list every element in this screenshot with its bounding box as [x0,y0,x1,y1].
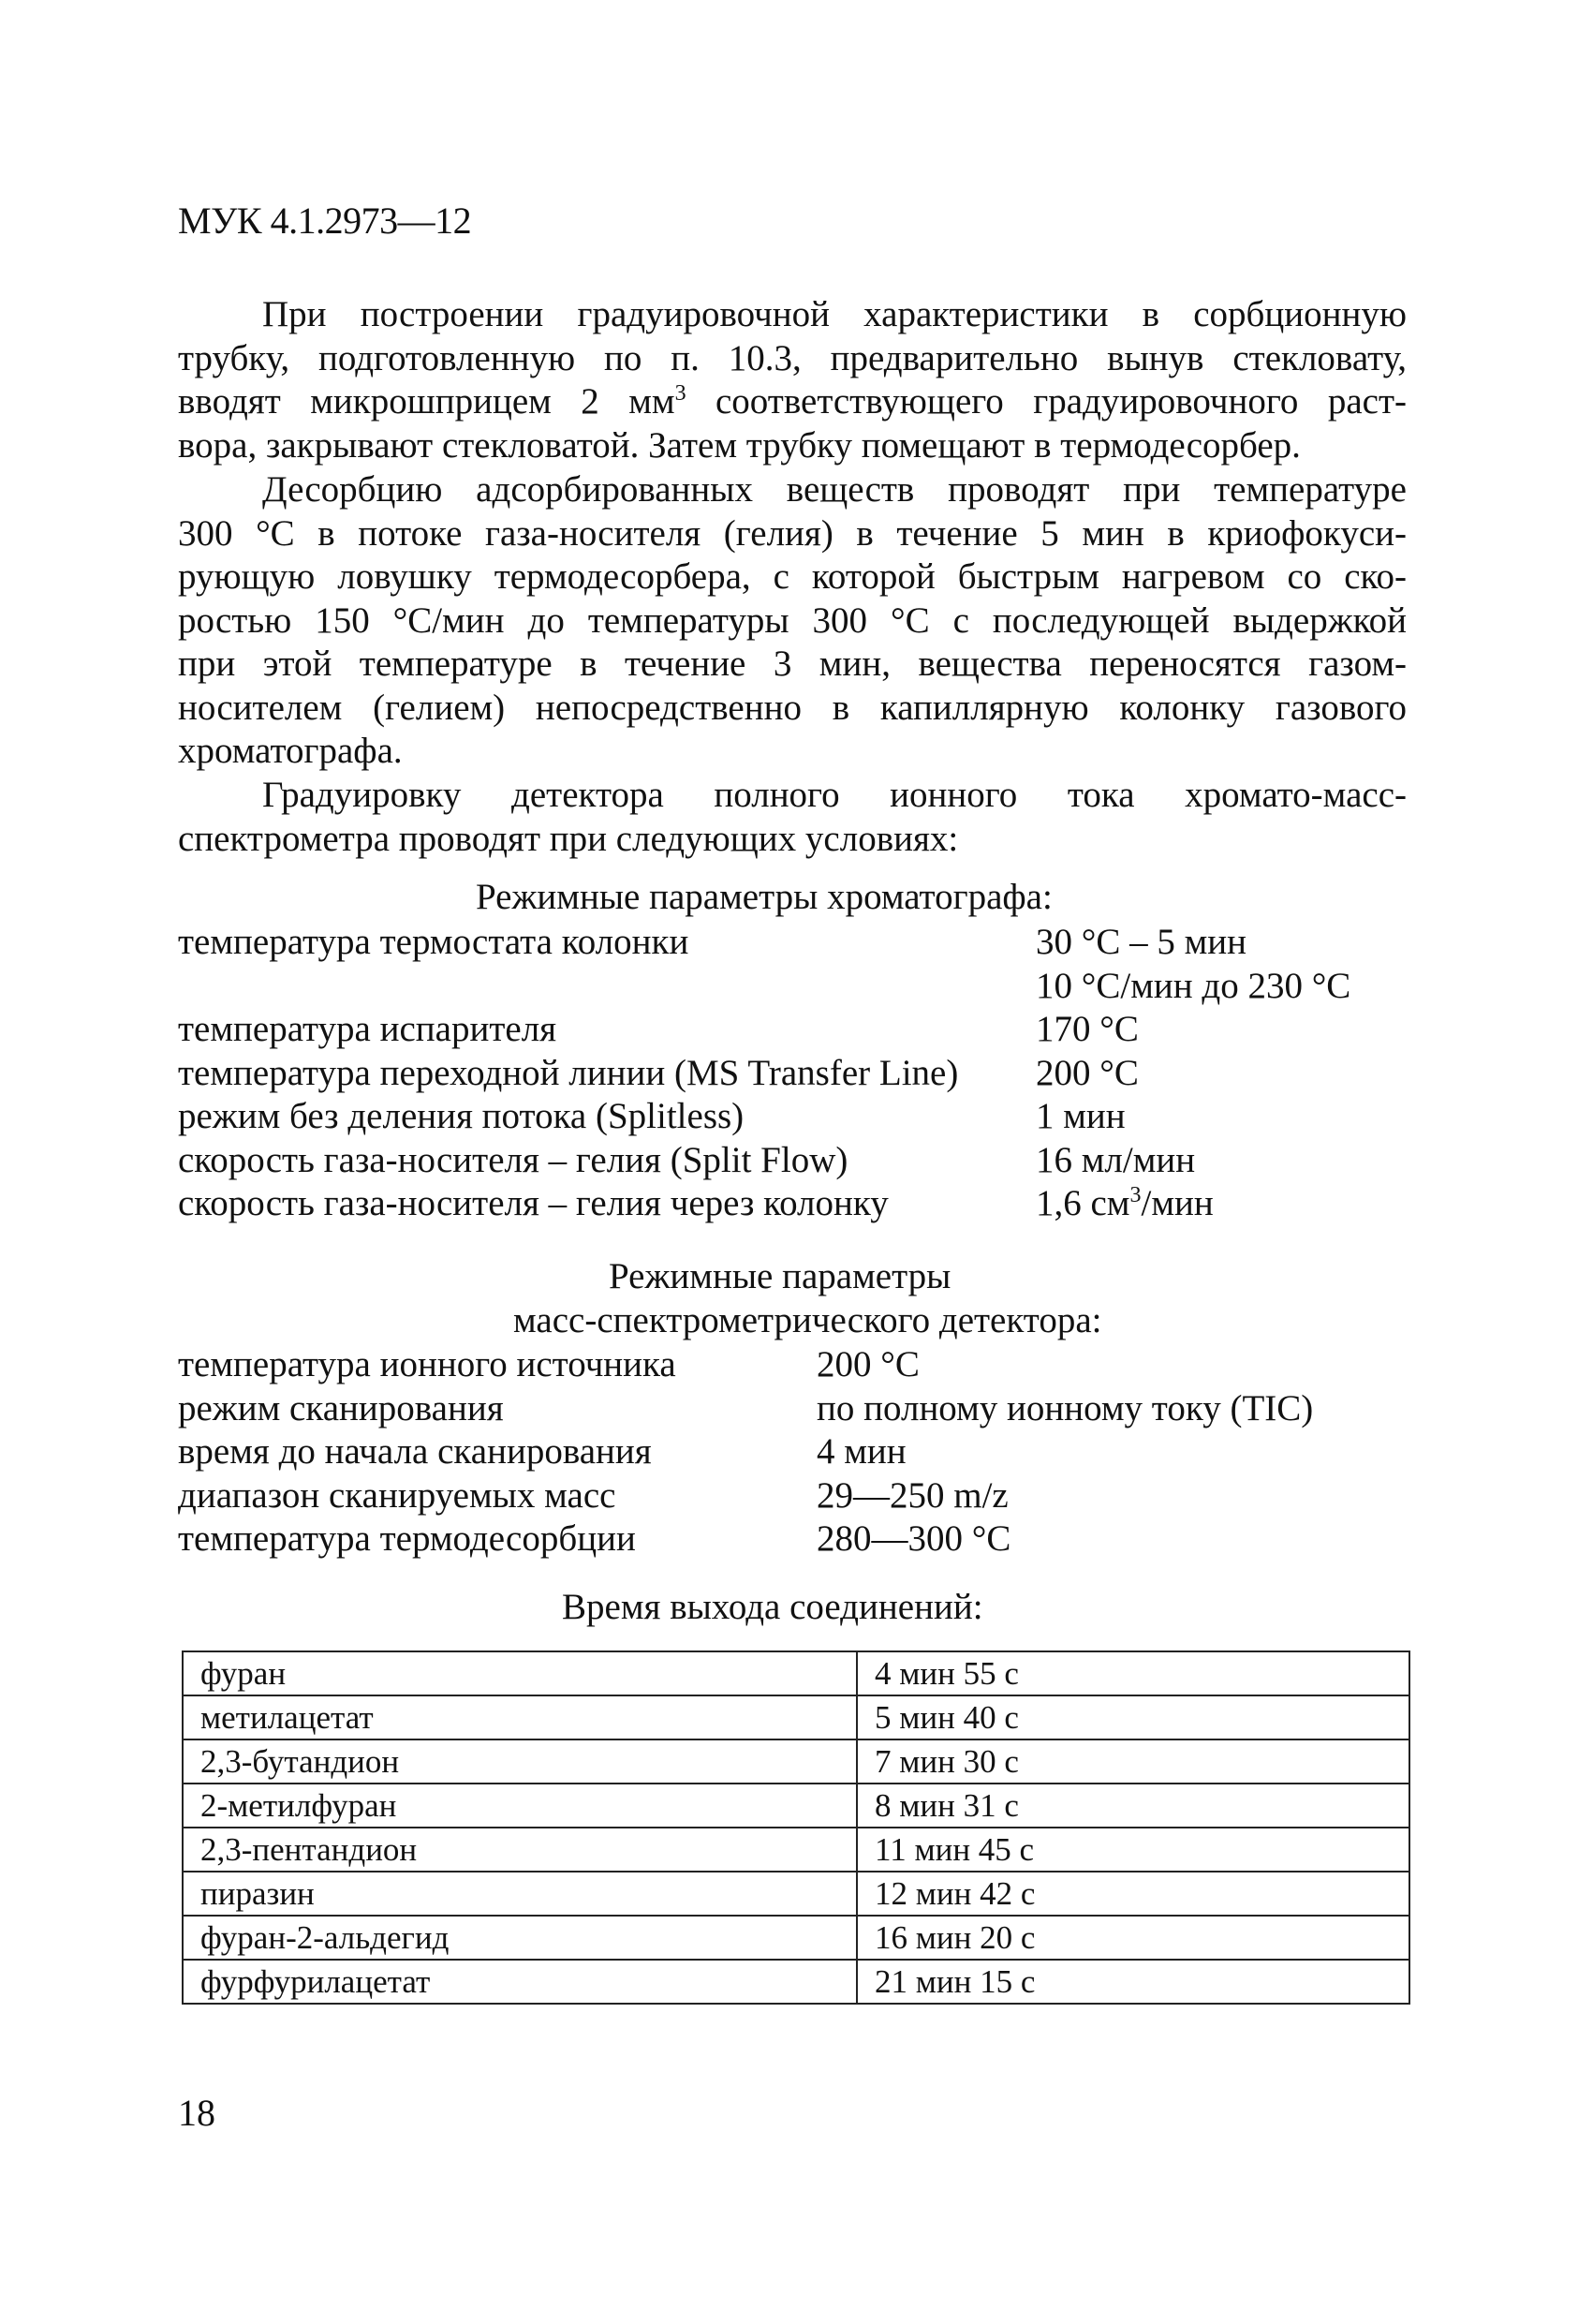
param-value: 1,6 $см^3$/мин [1036,1183,1214,1223]
param-name: время до начала сканирования [178,1431,652,1472]
param-value: 200 °С [817,1344,920,1384]
paragraph-line: носителем (гелием) непосредственно в капиллярную колонку газового [178,687,1407,728]
paragraph-line: Градуировку детектора полного ионного тока хромато-масс- [262,775,1407,815]
param-value: 30 °С – 5 мин [1036,922,1247,962]
compound-cell: метилацетат [183,1695,857,1739]
paragraph-line: рующую ловушку термодесорбера, с которой быстрым нагревом со ско- [178,556,1407,597]
compound-cell: 2-метилфуран [183,1784,857,1828]
param-name: температура испарителя [178,1009,557,1049]
paragraph-line: ростью 150 °С/мин до температуры 300 °С с последующей выдержкой [178,600,1407,641]
paragraph-line: трубку, подготовленную по п. 10.3, предварительно вынув стекловату, [178,337,1407,378]
table-row [183,1651,1409,1695]
param-value: 170 °С [1036,1009,1139,1049]
ms-detector-params-title: Режимные параметры [609,1256,951,1296]
param-value: 29—250 m/z [817,1474,1009,1516]
param-name: температура переходной линии (MS Transfer Line) [178,1052,959,1093]
paragraph-line: вора, закрывают стекловатой. Затем трубку помещают в термодесорбер. [178,424,1301,466]
compound-cell: фурфурилацетат [183,1960,857,2004]
param-name: режим сканирования [178,1387,504,1428]
param-value: 1 мин [1036,1096,1126,1136]
paragraph-desorption [178,468,1407,774]
param-name: температура термостата колонки [178,922,689,962]
document-code-header: МУК 4.1.2973—12 [178,200,472,242]
compound-cell: пиразин [183,1872,857,1916]
time-cell: 12 мин 42 с [857,1872,1409,1916]
chromatograph-params-title: Режимные параметры хроматографа: [476,877,1053,917]
ms-detector-params-subtitle: масс-спектрометрического детектора: [513,1300,1102,1340]
param-value: 200 °С [1036,1052,1139,1093]
param-value: 4 мин [817,1431,907,1472]
param-name: диапазон сканируемых масс [178,1474,616,1516]
time-cell: 7 мин 30 с [857,1739,1409,1784]
paragraph-line: спектрометра проводят при следующих условиях: [178,818,959,859]
page-number: 18 [178,2092,215,2134]
time-cell: 16 мин 20 с [857,1916,1409,1960]
time-cell: 21 мин 15 с [857,1960,1409,2004]
paragraph-line: 300 °С в потоке газа-носителя (гелия) в течение 5 мин в криофокуси- [178,512,1407,554]
param-name: скорость газа-носителя – гелия через колонку [178,1183,889,1223]
paragraph-calibration-procedure [178,293,1407,467]
param-value: 16 мл/мин [1036,1139,1196,1180]
compound-cell: 2,3-пентандион [183,1828,857,1872]
paragraph-line: хроматографа. [178,731,403,771]
time-cell: 4 мин 55 с [857,1651,1409,1695]
time-cell: 11 мин 45 с [857,1828,1409,1872]
compound-cell: 2,3-бутандион [183,1739,857,1784]
time-cell: 5 мин 40 с [857,1695,1409,1739]
paragraph-detector-calibration [178,774,1407,861]
param-value: по полному ионному току (TIC) [817,1387,1314,1428]
table-row [183,1916,1409,1960]
table-row [183,1695,1409,1739]
paragraph-line: вводят микрошприцем 2 $мм^3$ соответствующего градуировочного раст- [178,381,1407,422]
table-row [183,1960,1409,2004]
param-name: температура термодесорбции [178,1518,636,1559]
compound-cell: фуран-2-альдегид [183,1916,857,1960]
param-value: 280—300 °С [817,1518,1011,1559]
param-name: скорость газа-носителя – гелия (Split Flow) [178,1139,848,1180]
time-cell: 8 мин 31 с [857,1784,1409,1828]
paragraph-line: Десорбцию адсорбированных веществ проводят при температуре [262,469,1407,510]
compound-cell: фуран [183,1651,857,1695]
elution-times-table [182,1650,1410,2005]
param-value: 10 °С/мин до 230 °С [1036,965,1351,1006]
paragraph-line: при этой температуре в течение 3 мин, вещества переносятся газом- [178,644,1407,684]
param-name: режим без деления потока (Splitless) [178,1096,745,1136]
table-row [183,1828,1409,1872]
paragraph-line: При построении градуировочной характеристики в сорбционную [262,294,1407,334]
table-row [183,1872,1409,1916]
param-name: температура ионного источника [178,1344,676,1384]
elution-times-title: Время выхода соединений: [562,1587,983,1627]
table-row [183,1784,1409,1828]
table-row [183,1739,1409,1784]
